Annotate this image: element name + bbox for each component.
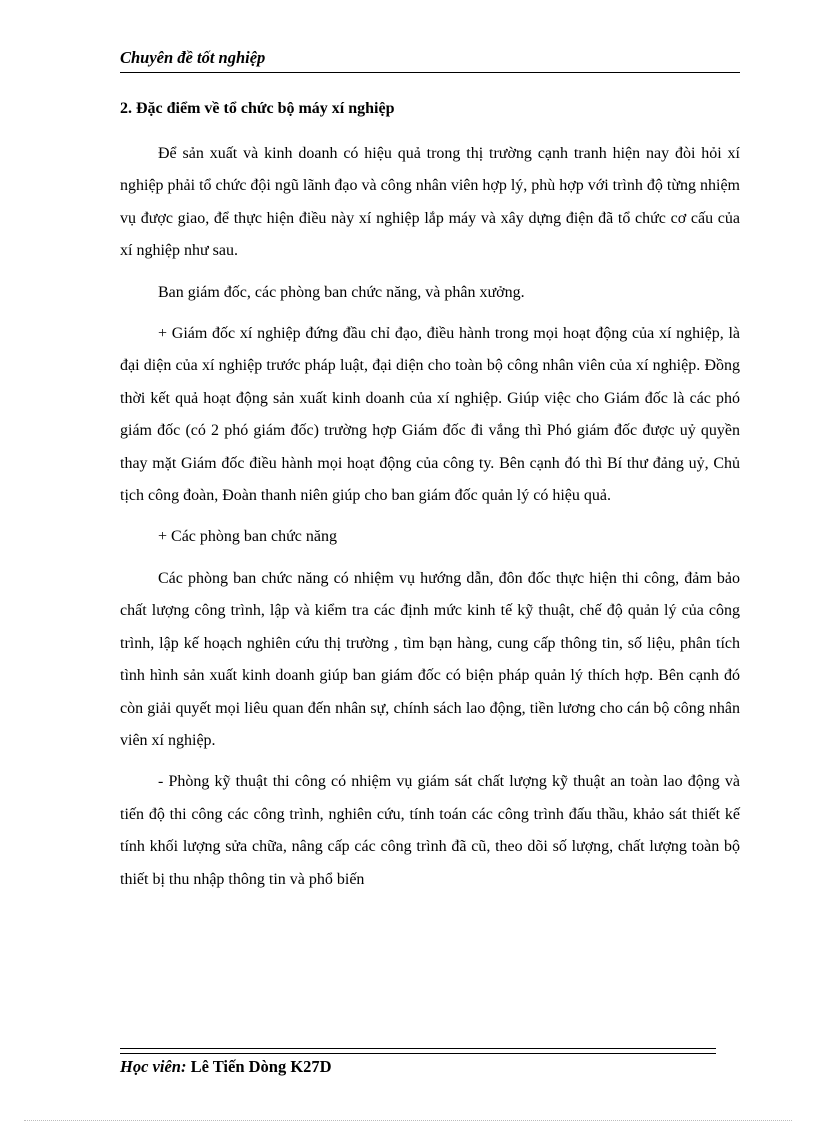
paragraph-intro: Để sản xuất và kinh doanh có hiệu quả trong thị trường cạnh tranh hiện nay đòi hỏi xí nghiệp phải tổ chức đội ngũ lãnh đạo và công nhân viên hợp lý, phù hợp với trình độ từng nhiệm vụ được giao, để thực hiện điều này xí nghiệp lắp máy và xây dựng điện đã tổ chức cơ cấu của xí nghiệp như sau. <box>120 145 740 260</box>
paragraph-departments-heading: + Các phòng ban chức năng <box>158 528 337 546</box>
paragraph-director: + Giám đốc xí nghiệp đứng đầu chỉ đạo, điều hành trong mọi hoạt động của xí nghiệp, là đại diện của xí nghiệp trước pháp luật, đại diện cho toàn bộ công nhân viên của xí nghiệp. Đồng thời kết quả hoạt động sản xuất kinh doanh của xí nghiệp. Giúp việc cho Giám đốc là các phó giám đốc (có 2 phó giám đốc) trường hợp Giám đốc đi vắng thì Phó giám đốc được uỷ quyền thay mặt Giám đốc điều hành mọi hoạt động của công ty. Bên cạnh đó thì Bí thư đảng uỷ, Chủ tịch công đoàn, Đoàn thanh niên giúp cho ban giám đốc quản lý có hiệu quả. <box>120 325 740 505</box>
paragraph-technical-department: - Phòng kỹ thuật thi công có nhiệm vụ giám sát chất lượng kỹ thuật an toàn lao động và tiến độ thi công các công trình, nghiên cứu, tính toán các công trình đấu thầu, khảo sát thiết kế tính khối lượng sửa chữa, nâng cấp các công trình đã cũ, theo dõi số lượng, chất lượng toàn bộ thiết bị thu nhập thông tin và phổ biến <box>120 773 740 888</box>
footer-label: Học viên: <box>120 1057 187 1076</box>
page-footer <box>120 1057 332 1077</box>
body-text <box>120 138 740 905</box>
section-title: 2. Đặc điểm về tổ chức bộ máy xí nghiệp <box>120 100 395 117</box>
page-header: Chuyên đề tốt nghiệp <box>120 48 740 73</box>
paragraph-departments: Các phòng ban chức năng có nhiệm vụ hướng dẫn, đôn đốc thực hiện thi công, đảm bảo chất lượng công trình, lập và kiểm tra các định mức kinh tế kỹ thuật, chế độ quản lý của công trình, lập kế hoạch nghiên cứu thị trường , tìm bạn hàng, cung cấp thông tin, số liệu, phân tích tình hình sản xuất kinh doanh giúp ban giám đốc có biện pháp quản lý thích hợp. Bên cạnh đó còn giải quyết mọi liêu quan đến nhân sự, chính sách lao động, tiền lương cho cán bộ công nhân viên xí nghiệp. <box>120 569 740 749</box>
footer-author: Lê Tiến Dòng K27D <box>190 1057 332 1076</box>
footer-divider <box>120 1048 716 1054</box>
paragraph-structure-summary: Ban giám đốc, các phòng ban chức năng, và phân xưởng. <box>158 283 525 301</box>
page-bottom-edge <box>24 1120 792 1121</box>
